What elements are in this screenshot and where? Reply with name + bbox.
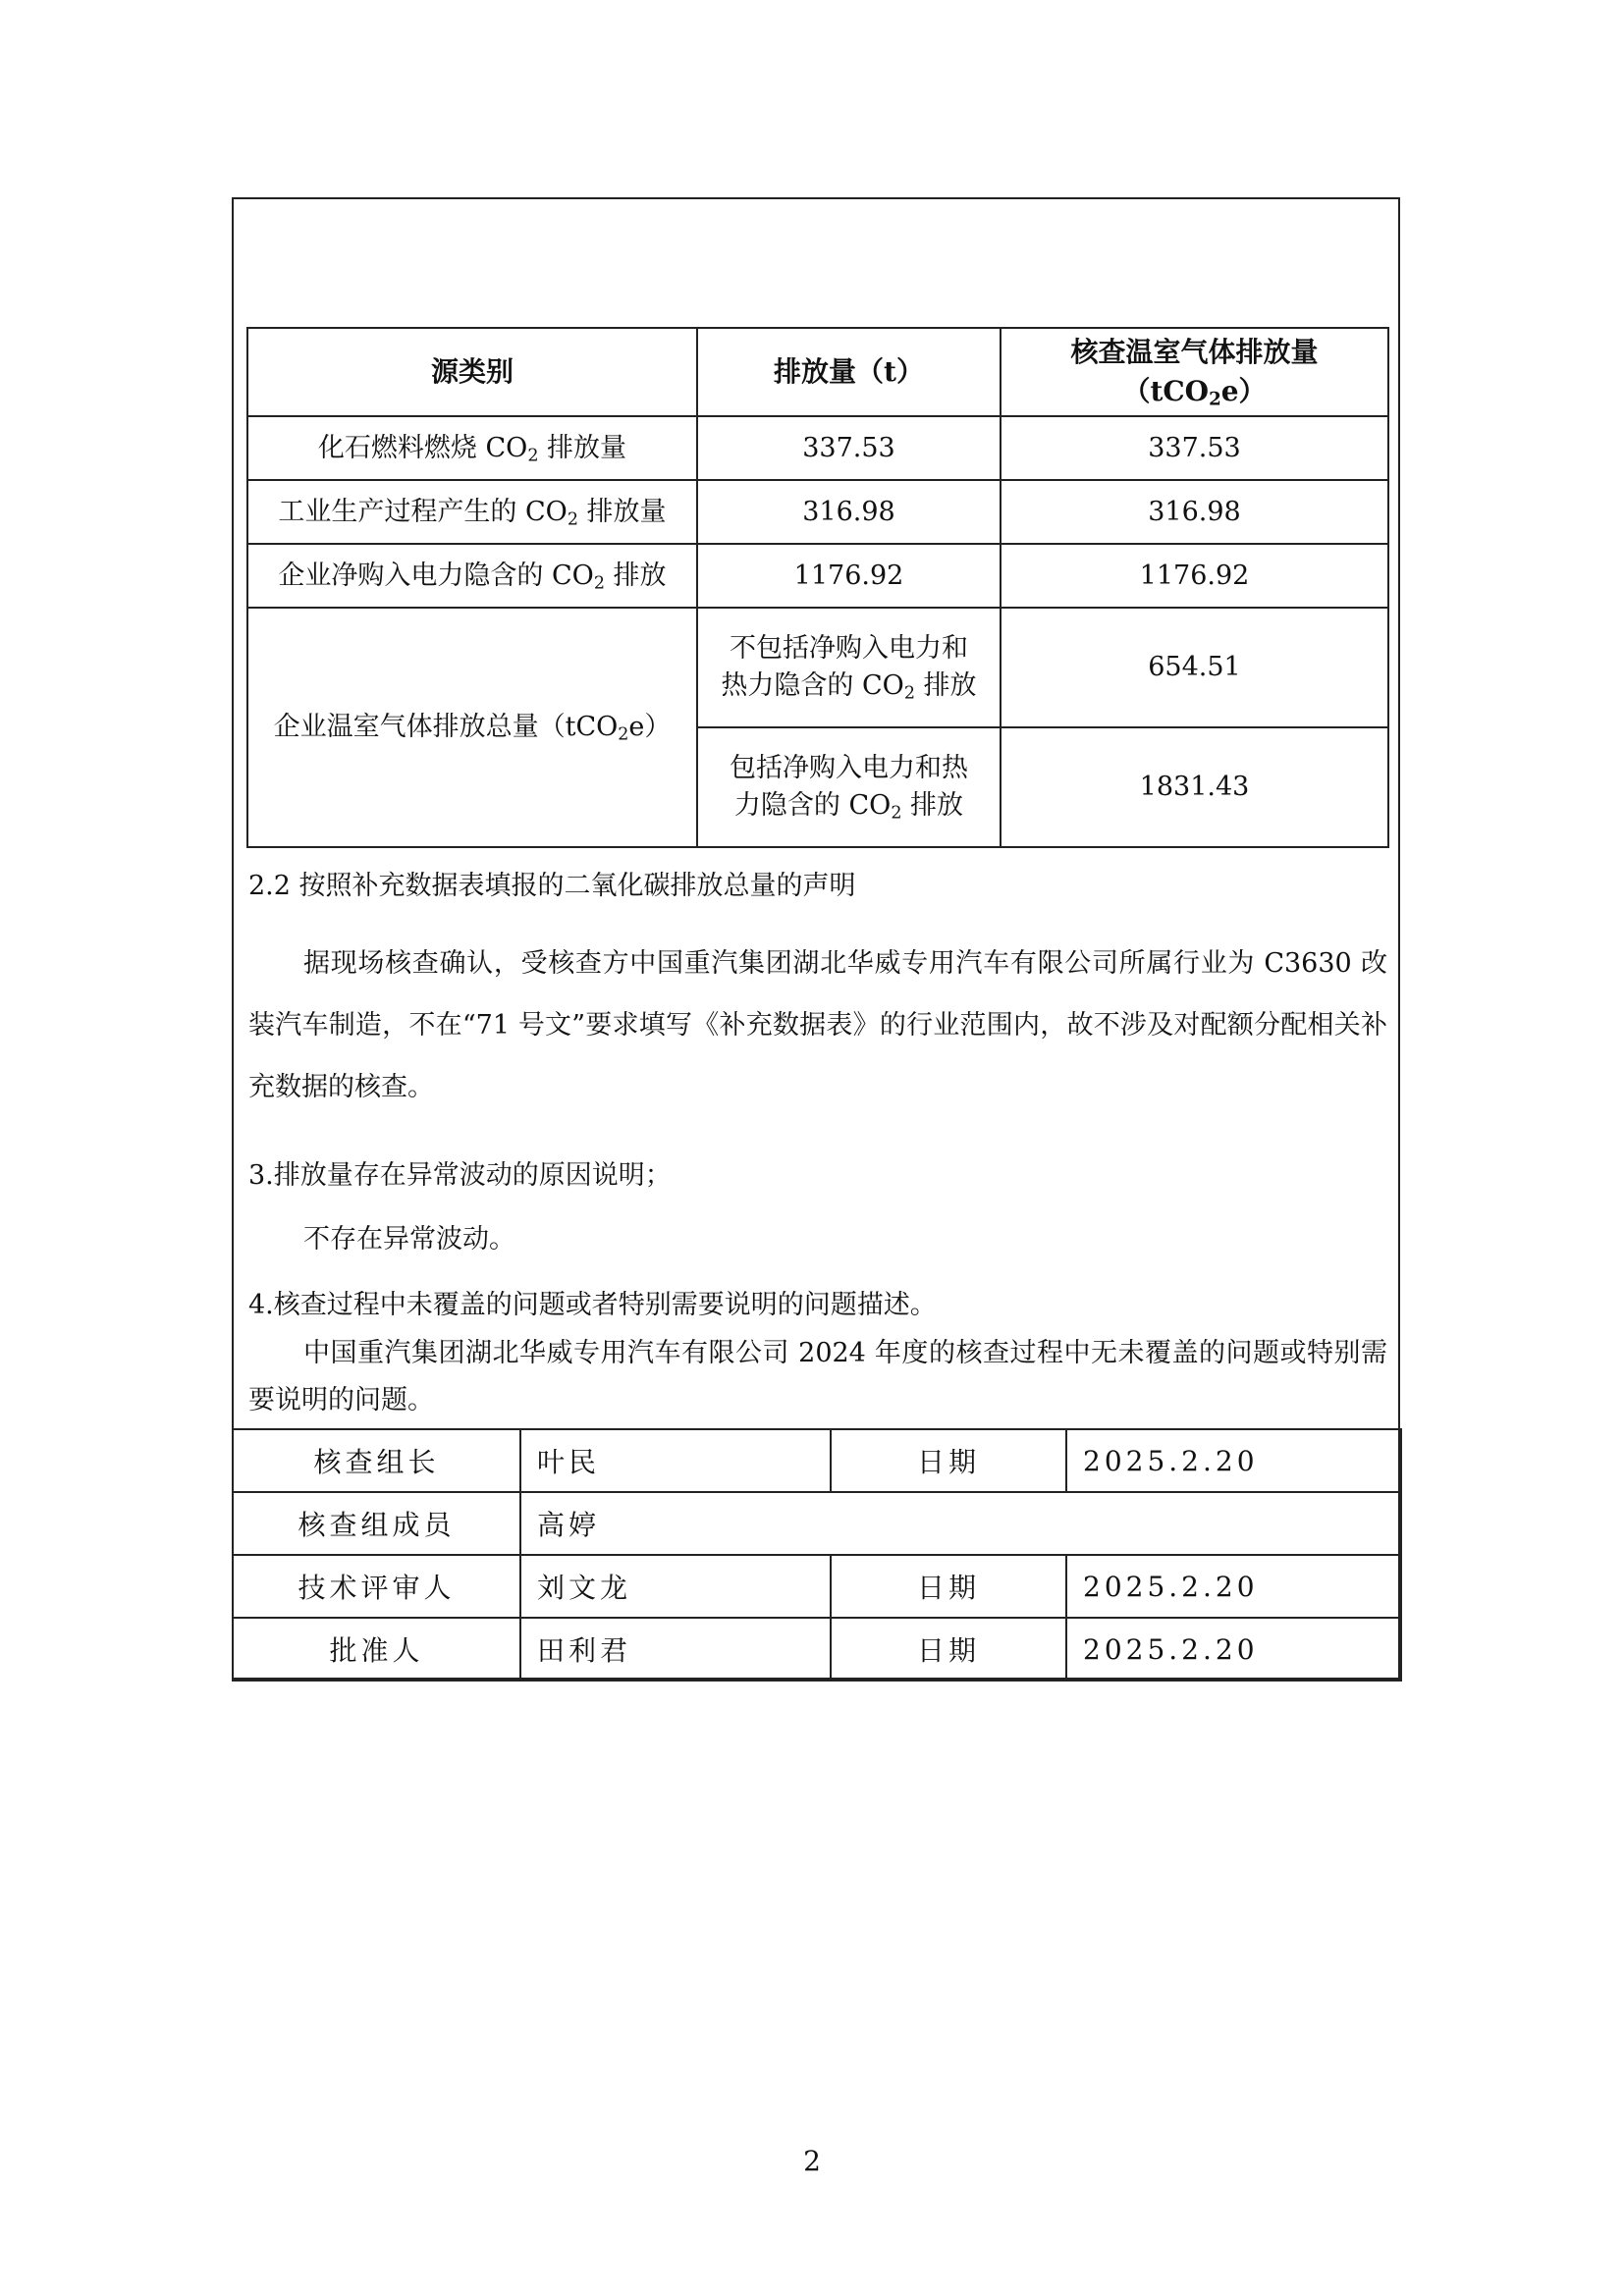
signoff-row xyxy=(233,1555,1401,1618)
signoff-name: 叶民 xyxy=(520,1429,831,1492)
table-row xyxy=(247,416,1388,480)
signoff-role: 核查组成员 xyxy=(233,1492,520,1555)
section-4-body: 中国重汽集团湖北华威专用汽车有限公司 2024 年度的核查过程中无未覆盖的问题或特别需要说明的问题。 xyxy=(248,1338,1387,1415)
row-emission: 316.98 xyxy=(697,480,1001,544)
section-3-heading: 3.排放量存在异常波动的原因说明； xyxy=(248,1160,672,1191)
signoff-name: 刘文龙 xyxy=(520,1555,831,1618)
emission-table xyxy=(246,327,1389,848)
row-verified: 1176.92 xyxy=(1001,544,1388,608)
row-verified: 337.53 xyxy=(1001,416,1388,480)
row-verified: 316.98 xyxy=(1001,480,1388,544)
signoff-date-label: 日期 xyxy=(831,1618,1066,1681)
signoff-name: 田利君 xyxy=(520,1618,831,1681)
row-label: 工业生产过程产生的 $CO_2$ 排放量 xyxy=(247,480,697,544)
header-source-category: 源类别 xyxy=(247,328,697,416)
signoff-row xyxy=(233,1618,1401,1681)
total-including-value: 1831.43 xyxy=(1001,727,1388,847)
signoff-date-label: 日期 xyxy=(831,1429,1066,1492)
signoff-date-label: 日期 xyxy=(831,1555,1066,1618)
signoff-role: 技术评审人 xyxy=(233,1555,520,1618)
page-number: 2 xyxy=(803,2145,821,2177)
total-excluding-value: 654.51 xyxy=(1001,608,1388,727)
total-label: 企业温室气体排放总量（tCO$_2$e） xyxy=(247,608,697,847)
signoff-date: 2025.2.20 xyxy=(1066,1429,1401,1492)
row-label: 化石燃料燃烧 $CO_2$ 排放量 xyxy=(247,416,697,480)
signoff-row xyxy=(233,1429,1401,1492)
total-excluding-label: 不包括净购入电力和 热力隐含的 $CO_2$ 排放 xyxy=(697,608,1001,727)
section-2-2-heading: 2.2 按照补充数据表填报的二氧化碳排放总量的声明 xyxy=(248,871,856,901)
table-header-row xyxy=(247,328,1388,416)
table-row xyxy=(247,480,1388,544)
signoff-name: 高婷 xyxy=(520,1492,1401,1555)
row-emission: 337.53 xyxy=(697,416,1001,480)
table-row xyxy=(247,544,1388,608)
total-including-label: 包括净购入电力和热 力隐含的 $CO_2$ 排放 xyxy=(697,727,1001,847)
row-label: 企业净购入电力隐含的 $CO_2$ 排放 xyxy=(247,544,697,608)
signoff-row xyxy=(233,1492,1401,1555)
row-emission: 1176.92 xyxy=(697,544,1001,608)
section-2-2-body: 据现场核查确认，受核查方中国重汽集团湖北华威专用汽车有限公司所属行业为 C3630 改装汽车制造，不在“71 号文”要求填写《补充数据表》的行业范围内，故不涉及对配额分配相关补充数据的核查。 xyxy=(248,948,1387,1102)
signoff-role: 核查组长 xyxy=(233,1429,520,1492)
section-4-heading: 4.核查过程中未覆盖的问题或者特别需要说明的问题描述。 xyxy=(248,1290,937,1320)
header-verified-emission: 核查温室气体排放量 （tCO$_2$e） xyxy=(1001,328,1388,416)
header-emission: 排放量（t） xyxy=(697,328,1001,416)
signoff-date: 2025.2.20 xyxy=(1066,1555,1401,1618)
signoff-role: 批准人 xyxy=(233,1618,520,1681)
signoff-table xyxy=(232,1428,1402,1682)
signoff-date: 2025.2.20 xyxy=(1066,1618,1401,1681)
table-row-total xyxy=(247,608,1388,727)
section-3-body: 不存在异常波动。 xyxy=(303,1224,515,1255)
